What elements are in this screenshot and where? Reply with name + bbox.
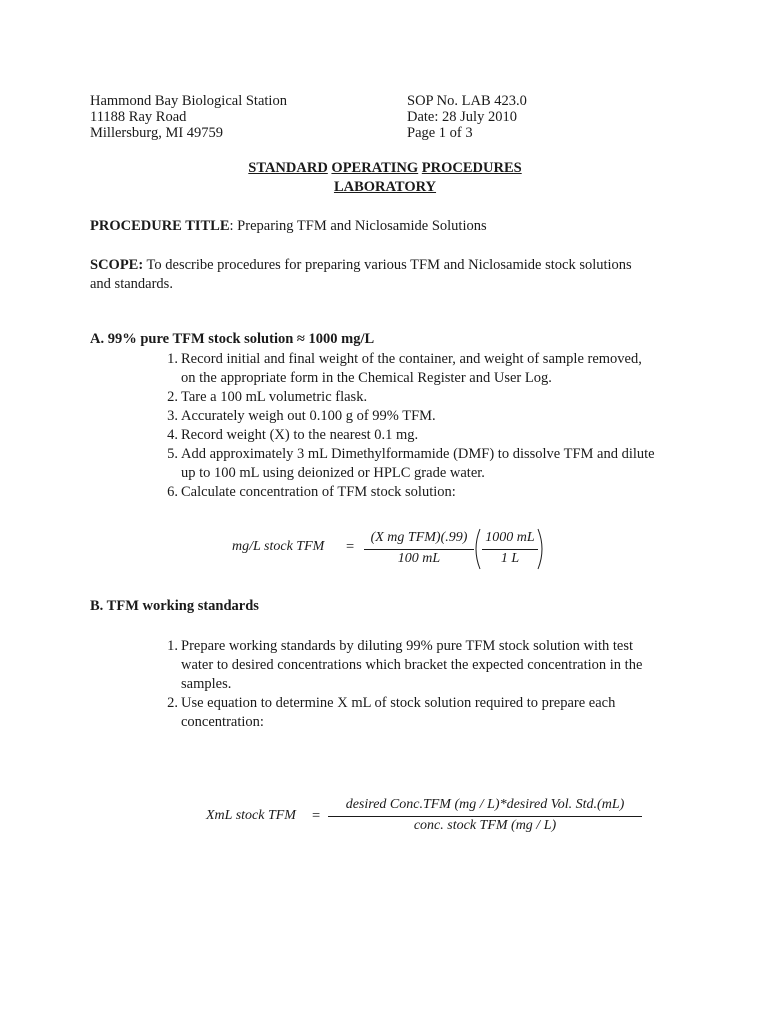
formula-a-equals: = bbox=[346, 539, 355, 555]
formula-a-denominator-1: 100 mL bbox=[397, 551, 441, 566]
title-word-standard: STANDARD bbox=[248, 160, 328, 176]
list-item: 5. Add approximately 3 mL Dimethylformamide (DMF) to dissolve TFM and dilute up to 100 mL using deionized or HPLC grade water. bbox=[167, 446, 655, 481]
section-a-heading: A. 99% pure TFM stock solution ≈ 1000 mg/L bbox=[90, 331, 375, 347]
fraction-bar bbox=[364, 549, 474, 550]
section-a-steps bbox=[167, 350, 655, 502]
scope-text-line2: and standards. bbox=[90, 276, 173, 292]
list-item: 4. Record weight (X) to the nearest 0.1 mg. bbox=[167, 427, 419, 443]
title-word-procedures: PROCEDURES bbox=[421, 160, 522, 176]
formula-a-numerator-1: (X mg TFM)(.99) bbox=[370, 530, 468, 545]
list-item: 6. Calculate concentration of TFM stock solution: bbox=[167, 484, 456, 500]
sop-page: Page 1 of 3 bbox=[407, 125, 473, 141]
procedure-title-label: PROCEDURE TITLE bbox=[90, 218, 230, 234]
formula-a-lhs: mg/L stock TFM bbox=[232, 539, 325, 554]
list-item: 2. Use equation to determine X mL of stock solution required to prepare each concentration: bbox=[167, 695, 616, 730]
sop-info bbox=[407, 93, 527, 141]
org-name: Hammond Bay Biological Station bbox=[90, 93, 287, 109]
org-street: 11188 Ray Road bbox=[90, 109, 187, 125]
list-item: 3. Accurately weigh out 0.100 g of 99% TFM. bbox=[167, 408, 436, 424]
fraction-bar bbox=[328, 816, 642, 817]
formula-b-equals: = bbox=[312, 808, 321, 824]
procedure-title-text: : Preparing TFM and Niclosamide Solutions bbox=[229, 218, 487, 234]
sop-number: SOP No. LAB 423.0 bbox=[407, 93, 527, 109]
sop-date: Date: 28 July 2010 bbox=[407, 109, 517, 125]
scope bbox=[90, 256, 632, 294]
document-title bbox=[0, 160, 770, 177]
fraction-bar bbox=[482, 549, 538, 550]
scope-label: SCOPE: bbox=[90, 257, 144, 273]
formula-b-denominator: conc. stock TFM (mg / L) bbox=[413, 818, 557, 833]
section-b-steps bbox=[167, 637, 643, 732]
title-word-operating: OPERATING bbox=[331, 160, 419, 176]
formula-a-numerator-2: 1000 mL bbox=[485, 530, 535, 545]
list-item: 1. Prepare working standards by diluting 99% pure TFM stock solution with test water to desired concentrations which bracket the expected concentration in the samples. bbox=[167, 638, 643, 692]
section-b-heading: B. TFM working standards bbox=[90, 598, 259, 614]
title-laboratory: LABORATORY bbox=[333, 179, 437, 195]
formula-b-lhs: XmL stock TFM bbox=[206, 808, 296, 823]
procedure-title bbox=[90, 218, 487, 235]
scope-text-line1: To describe procedures for preparing various TFM and Niclosamide stock solutions bbox=[143, 257, 632, 273]
formula-b-numerator: desired Conc.TFM (mg / L)*desired Vol. Std.(mL) bbox=[345, 797, 625, 812]
list-item: 1. Record initial and final weight of the container, and weight of sample removed, on the appropriate form in the Chemical Register and User Log. bbox=[167, 351, 642, 386]
org-city: Millersburg, MI 49759 bbox=[90, 125, 224, 141]
document-subtitle bbox=[0, 179, 770, 196]
org-address bbox=[90, 93, 287, 141]
formula-a-denominator-2: 1 L bbox=[500, 551, 520, 566]
list-item: 2. Tare a 100 mL volumetric flask. bbox=[167, 389, 368, 405]
